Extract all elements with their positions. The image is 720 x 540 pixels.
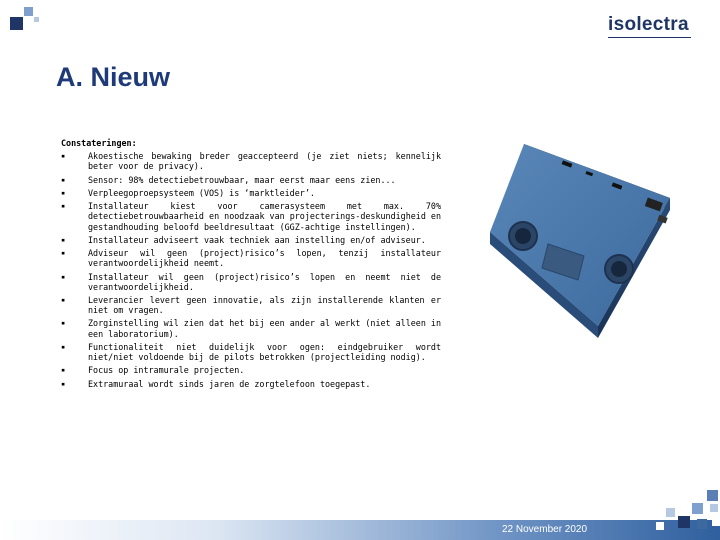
decor-square: [656, 522, 664, 530]
list-item: ▪ Extramuraal wordt sinds jaren de zorgtelefoon toegepast.: [61, 379, 441, 389]
list-item: ▪ Zorginstelling wil zien dat het bij een ander al werkt (niet alleen in een laboratorium).: [61, 318, 441, 339]
list-item: ▪ Leverancier levert geen innovatie, als zijn installerende klanten er niet om vragen.: [61, 295, 441, 316]
decor-square: [692, 503, 703, 514]
decor-square: [666, 508, 675, 517]
list-item: ▪ Focus op intramurale projecten.: [61, 365, 441, 375]
content-heading: Constateringen:: [61, 138, 137, 148]
footer-date: 22 November 2020: [502, 524, 588, 535]
footer-bar: [0, 520, 720, 540]
decor-square: [710, 504, 718, 512]
list-item: ▪ Installateur wil geen (project)risico’s lopen en neemt niet de verantwoordelijkheid.: [61, 272, 441, 293]
decor-square: [707, 490, 718, 501]
list-item: ▪ Installateur adviseert vaak techniek aan instelling en/of adviseur.: [61, 235, 441, 245]
slide-title: A. Nieuw: [56, 62, 171, 92]
decor-square: [10, 17, 23, 30]
bullet-list: [61, 151, 441, 389]
list-item: ▪ Functionaliteit niet duidelijk voor ogen: eindgebruiker wordt niet/niet voldoende bij de pilots betrokken (projectleiding nodig).: [61, 342, 441, 363]
decor-square: [712, 518, 720, 526]
list-item: ▪ Installateur kiest voor camerasysteem met max. 70% detectiebetrouwbaarheid en noodzaak van projecterings-deskundigheid en gestandhouding beloofd beeldresultaat (GGZ-achtige instellingen).: [61, 201, 441, 232]
list-item: ▪ Adviseur wil geen (project)risico’s lopen, tenzij installateur verantwoordelijkheid neemt.: [61, 248, 441, 269]
isolectra-logo: isolectra: [608, 14, 689, 35]
list-item: ▪ Akoestische bewaking breder geaccepteerd (je ziet niets; kennelijk beter voor de privacy).: [61, 151, 441, 172]
list-item: ▪ Verpleegoproepsysteem (VOS) is ‘marktleider’.: [61, 188, 441, 198]
decor-square: [34, 17, 39, 22]
decor-square: [697, 519, 707, 529]
slide-content: [61, 138, 441, 389]
logo-underline: [608, 37, 691, 38]
decor-square: [24, 7, 33, 16]
sensor-device-image: [486, 140, 686, 340]
decor-square: [678, 516, 690, 528]
list-item: ▪ Sensor: 98% detectiebetrouwbaar, maar eerst maar eens zien...: [61, 175, 441, 185]
